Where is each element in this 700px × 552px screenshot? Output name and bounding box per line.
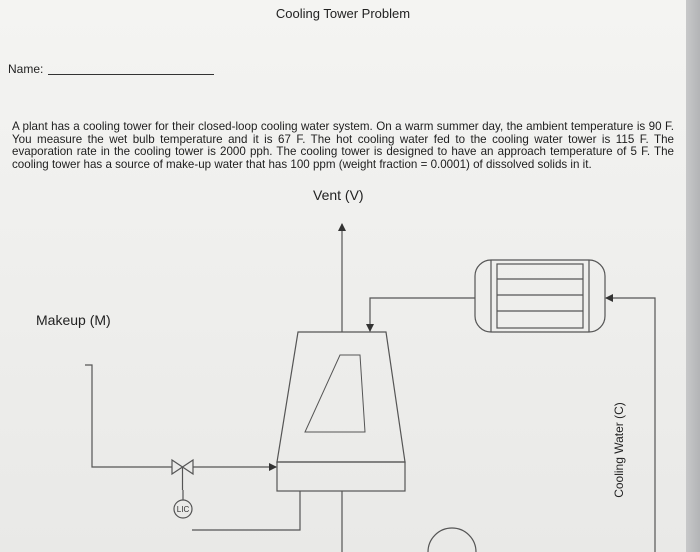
cooling-water-label: Cooling Water (C) bbox=[612, 402, 626, 498]
makeup-line bbox=[85, 365, 172, 467]
pump-icon bbox=[428, 528, 476, 552]
vent-label: Vent (V) bbox=[313, 187, 364, 203]
heat-exchanger bbox=[475, 260, 605, 332]
cooling-water-line bbox=[606, 298, 655, 552]
name-label: Name: bbox=[8, 62, 44, 76]
page-title: Cooling Tower Problem bbox=[275, 6, 411, 21]
cooling-tower-body bbox=[277, 332, 405, 462]
level-signal-line bbox=[192, 491, 300, 530]
makeup-label: Makeup (M) bbox=[36, 312, 111, 328]
problem-statement: A plant has a cooling tower for their closed-loop cooling water system. On a warm summer day, the ambient temperature is 90 F. You measure the wet bulb temperature and it is 67 F. The hot cooling water fed to the cooling water tower is 115 F. The evaporation rate in the cooling tower is 2000 pph. The cooling tower is designed to have an approach temperature of 5 F. The cooling tower has a source of make-up water that has 100 ppm (weight fraction = 0.0001) of dissolved solids in it. bbox=[12, 120, 674, 171]
controller-label: LIC bbox=[176, 505, 190, 514]
exchanger-tube-bundle bbox=[497, 264, 583, 328]
return-line bbox=[370, 298, 475, 331]
cooling-tower-basin bbox=[277, 462, 405, 491]
tower-fill-outline bbox=[305, 355, 365, 432]
